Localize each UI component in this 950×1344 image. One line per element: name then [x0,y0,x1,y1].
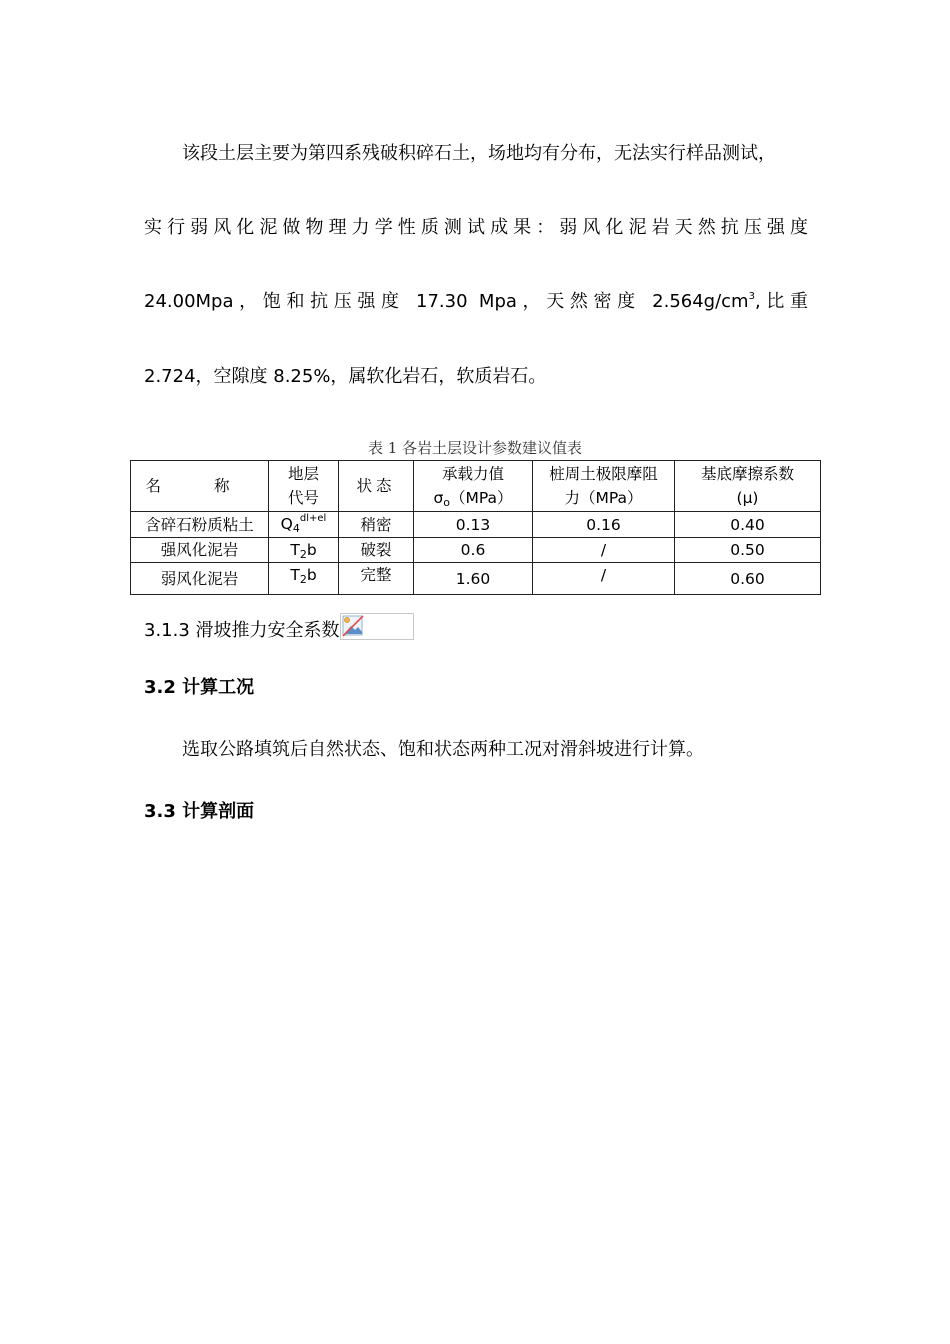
paragraph-line-4: 2.724，空隙度 8.25%，属软化岩石，软质岩石。 [144,366,547,387]
header-name: 名 称 [131,461,269,512]
cell-bearing: 0.13 [414,512,533,538]
section-32-body: 选取公路填筑后自然状态、饱和状态两种工况对滑斜坡进行计算。 [182,739,704,760]
paragraph-line-3-a: 24.00Mpa，饱和抗压强度 17.30 Mpa，天然密度 2.564g/cm [144,291,749,312]
cell-code: $Q_4^{dl+el}$ [269,512,339,538]
header-code: 地层 代号 [269,461,339,512]
header-state: 状态 [339,461,414,512]
paragraph-line-2: 实行弱风化泥做物理力学性质测试成果：弱风化泥岩天然抗压强度 [144,217,808,238]
section-313-heading [144,613,414,642]
paragraph-line-3-b: ,比重 [754,291,808,312]
cell-state: 完整 [339,563,414,595]
header-bearing: 承载力值 $\sigma_o(MPa)$ [414,461,533,512]
cell-friction: / [533,538,675,563]
paragraph-line-1: 该段土层主要为第四系残破积碎石土，场地均有分布，无法实行样品测试， [182,143,776,164]
table-row [131,563,821,595]
header-base-friction: 基底摩擦系数 (μ) [675,461,821,512]
cell-bearing: 1.60 [414,563,533,595]
table-row [131,512,821,538]
cell-name: 强风化泥岩 [131,538,269,563]
cell-code: $T_2b$ [269,538,339,563]
parameter-table [130,460,821,595]
cell-bearing: 0.6 [414,538,533,563]
cell-base-friction: 0.40 [675,512,821,538]
cell-code: $T_2b$ [269,563,339,595]
section-313-label: 3.1.3 滑坡推力安全系数 [144,620,340,641]
table-row [131,538,821,563]
section-33-title: 3.3 计算剖面 [144,801,255,822]
header-friction: 桩周土极限摩阻 力（MPa） [533,461,675,512]
cell-name: 弱风化泥岩 [131,563,269,595]
cell-friction: 0.16 [533,512,675,538]
table-header-row [131,461,821,512]
cell-friction: / [533,563,675,595]
broken-image-icon [340,613,414,640]
cell-state: 破裂 [339,538,414,563]
cell-base-friction: 0.50 [675,538,821,563]
cell-base-friction: 0.60 [675,563,821,595]
table-caption: 表 1 各岩土层设计参数建议值表 [367,439,583,457]
section-32-title: 3.2 计算工况 [144,677,255,698]
cell-state: 稍密 [339,512,414,538]
cell-name: 含碎石粉质粘土 [131,512,269,538]
cubic-superscript: 3 [748,291,755,302]
paragraph-line-3 [144,287,808,313]
